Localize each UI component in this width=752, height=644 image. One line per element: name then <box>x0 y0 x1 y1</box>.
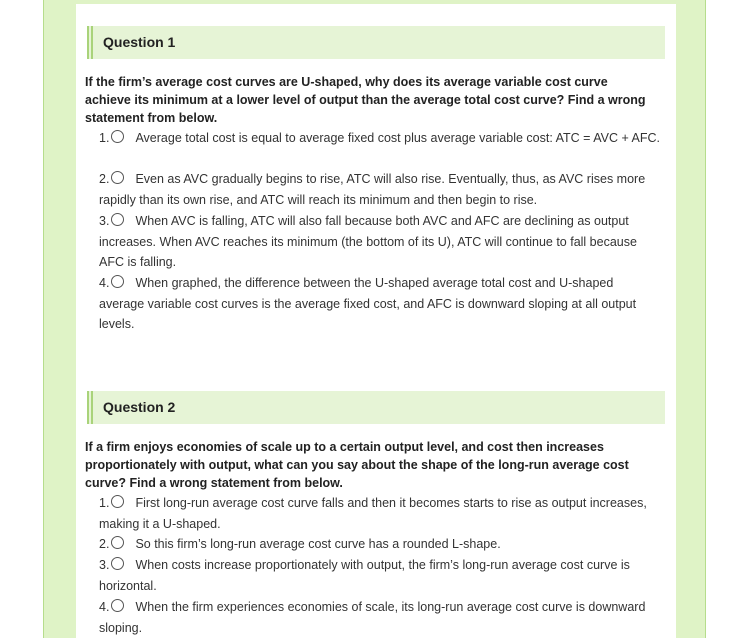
question-1-option-2[interactable] <box>99 169 661 210</box>
question-2-option-4[interactable] <box>99 597 661 638</box>
question-2-header <box>87 391 665 424</box>
option-text: So this firm’s long-run average cost curve has a rounded L-shape. <box>135 537 501 551</box>
option-number: 4. <box>99 600 110 614</box>
question-1-option-3[interactable] <box>99 211 661 273</box>
option-number: 3. <box>99 558 110 572</box>
option-number: 1. <box>99 496 110 510</box>
option-text: When AVC is falling, ATC will also fall because both AVC and AFC are declining as output increases. When AVC reaches its minimum (the bottom of its U), ATC will continue to fall because AFC is falling. <box>99 214 637 269</box>
radio-button[interactable] <box>111 171 124 184</box>
option-text: First long-run average cost curve falls and then it becomes starts to rise as output increases, making it a U-shaped. <box>99 496 647 531</box>
option-number: 4. <box>99 276 110 290</box>
radio-button[interactable] <box>111 213 124 226</box>
quiz-panel <box>76 4 676 644</box>
question-2-text: If a firm enjoys economies of scale up to a certain output level, and cost then increases proportionately with output, what can you say about the shape of the long-run average cost curve? Find a wrong statement from below. <box>85 440 629 490</box>
option-text: Even as AVC gradually begins to rise, ATC will also rise. Eventually, thus, as AVC rises more rapidly than its own rise, and ATC will reach its minimum and then begin to rise. <box>99 172 646 207</box>
radio-button[interactable] <box>111 130 124 143</box>
question-2-option-3[interactable] <box>99 555 661 596</box>
option-number: 2. <box>99 172 110 186</box>
question-1-option-1[interactable] <box>99 128 661 149</box>
question-1-title: Question 1 <box>103 34 176 50</box>
question-1-header <box>87 26 665 59</box>
page-background <box>43 0 706 638</box>
option-text: When costs increase proportionately with output, the firm’s long-run average cost curve is horizontal. <box>99 558 630 593</box>
question-1-text: If the firm’s average cost curves are U-shaped, why does its average variable cost curve achieve its minimum at a lower level of output than the average total cost curve? Find a wrong statement from below. <box>85 75 646 125</box>
option-number: 3. <box>99 214 110 228</box>
option-number: 2. <box>99 537 110 551</box>
radio-button[interactable] <box>111 599 124 612</box>
radio-button[interactable] <box>111 495 124 508</box>
question-2-option-1[interactable] <box>99 493 661 534</box>
radio-button[interactable] <box>111 557 124 570</box>
option-text: When the firm experiences economies of scale, its long-run average cost curve is downward sloping. <box>99 600 646 635</box>
radio-button[interactable] <box>111 275 124 288</box>
question-2-title: Question 2 <box>103 399 176 415</box>
option-text: When graphed, the difference between the U-shaped average total cost and U-shaped average variable cost curves is the average fixed cost, and AFC is downward sloping at all output levels. <box>99 276 637 331</box>
radio-button[interactable] <box>111 536 124 549</box>
question-2-option-2[interactable] <box>99 534 661 555</box>
question-1-option-4[interactable] <box>99 273 661 335</box>
option-number: 1. <box>99 131 110 145</box>
option-text: Average total cost is equal to average fixed cost plus average variable cost: ATC = AVC + AFC. <box>135 131 661 145</box>
